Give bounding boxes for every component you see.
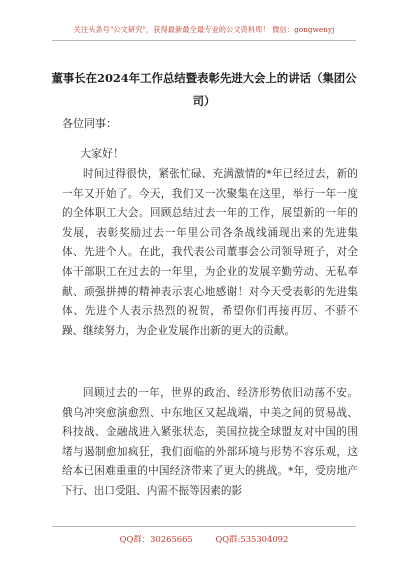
header-promo-note: 关注头条号"公文研究"，获得最新最全最专业的公文资料库！ 微信：gongwenyj — [73, 25, 335, 34]
footer-divider — [52, 526, 356, 527]
header-divider — [52, 40, 356, 41]
paragraph-review: 回顾过去的一年，世界的政治、经济形势依旧动荡不安。俄乌冲突愈演愈烈、中东地区又起战端，中美之间的贸易战、科技战、金融战进入紧张状态，美国拉拢全球盟友对中国的围堵与遏制愈加疯狂，我们面临的外部环境与形势不容乐观，这给本已困难重重的中国经济带来了更大的挑战。*年，受房地产下行、出口受阻、内需不振等因素的影 — [62, 387, 358, 497]
document-title: 董事长在2024年工作总结暨表彰先进大会上的讲话（集团公司） — [51, 71, 357, 108]
footer-qq-group-1: QQ群：30265665 — [119, 534, 193, 544]
footer-contact — [0, 533, 408, 545]
paragraph-opening: 时间过得很快，紧张忙碌、充满激情的*年已经过去，新的一年又开始了。今天，我们又一次聚集在这里，举行一年一度的全体职工大会。回顾总结过去一年的工作，展望新的一年的发展，表彰奖励过去一年里公司各条战线涌现出来的先进集体、先进个人。在此，我代表公司董事会公司领导班子，对全体干部职工在过去的一年里，为企业的发展辛勤劳动、无私奉献、顽强拼搏的精神表示衷心地感谢！对今天受表彰的先进集体、先进个人表示热烈的祝贺，希望你们再接再厉、不骄不躁、继续努力，为企业发展作出新的更大的贡献。 — [62, 168, 358, 337]
salutation: 各位同事： — [62, 117, 117, 130]
footer-qq-group-2: QQ群:535304092 — [215, 534, 289, 544]
greeting-line: 大家好！ — [80, 147, 124, 160]
